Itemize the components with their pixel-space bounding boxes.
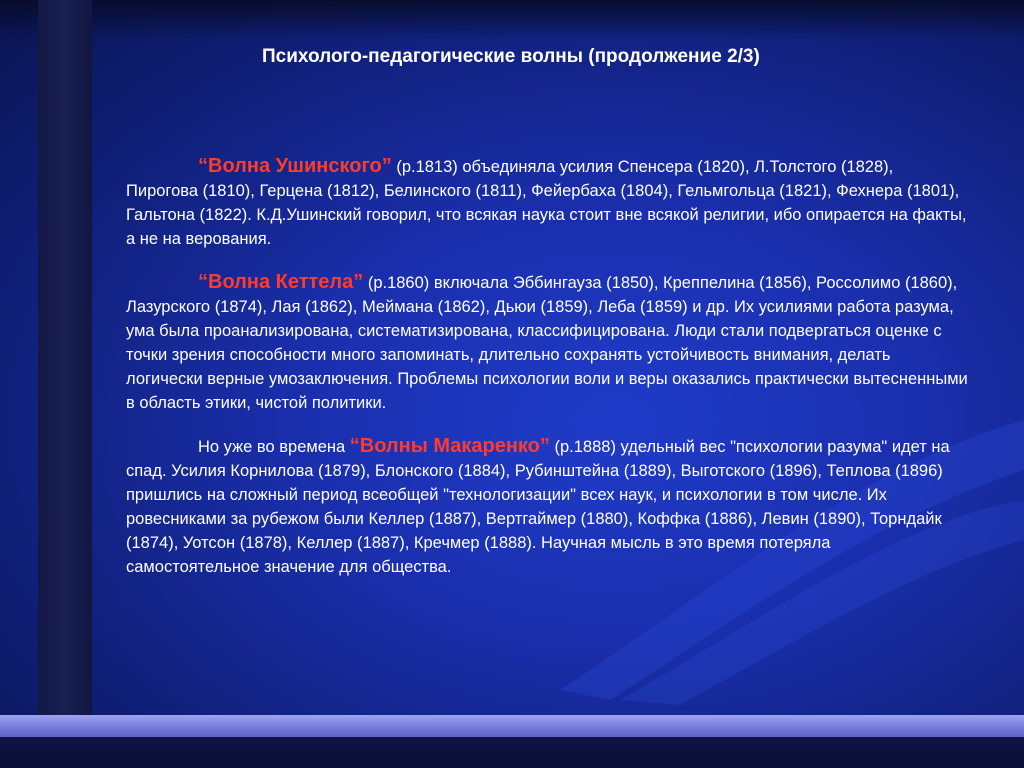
wave-name-makarenko: “Волны Макаренко” bbox=[349, 435, 550, 457]
top-shade bbox=[0, 0, 1024, 40]
slide-body bbox=[126, 154, 968, 598]
paragraph-lead: Но уже во времена bbox=[198, 438, 350, 456]
paragraph-makarenko bbox=[126, 434, 968, 579]
paragraph-text: (р.1860) включала Эббингауза (1850), Креппелина (1856), Россолимо (1860), Лазурского (1874), Лая (1862), Меймана (1862), Дьюи (1859), Леба (1859) и др. Их усилиями работа разума, ума была проанализирована, систематизирована, классифицирована. Люди стали подвергаться оценке с точки зрения способности много запоминать, длительно сохранять устойчивость внимания, делать логически верные умозаключения. Проблемы психологии воли и веры оказались практически вытесненными в область этики, чистой политики. bbox=[126, 274, 968, 412]
paragraph-kettel bbox=[126, 270, 968, 415]
bottom-accent-band bbox=[0, 715, 1024, 737]
bottom-dark-strip bbox=[0, 737, 1024, 768]
slide-title: Психолого-педагогические волны (продолжение 2/3) bbox=[262, 46, 760, 67]
wave-name-ushinsky: “Волна Ушинского” bbox=[198, 155, 392, 177]
paragraph-text: (р.1888) удельный вес "психологии разума" идет на спад. Усилия Корнилова (1879), Блонского (1884), Рубинштейна (1889), Выготского (1896), Теплова (1896) пришлись на сложный период всеобщей "технологизации" всех наук, и психологии в том числе. Их ровесниками за рубежом были Келлер (1887), Вертгаймер (1880), Коффка (1886), Левин (1890), Торндайк (1874), Уотсон (1878), Келлер (1887), Кречмер (1888). Научная мысль в это время потеряла самостоятельное значение для общества. bbox=[126, 438, 950, 576]
paragraph-ushinsky bbox=[126, 154, 968, 251]
wave-name-kettel: “Волна Кеттела” bbox=[198, 271, 364, 293]
left-vertical-bar bbox=[38, 0, 92, 768]
paragraph-text: (р.1813) объединяла усилия Спенсера (1820), Л.Толстого (1828), Пирогова (1810), Герцена (1812), Белинского (1811), Фейербаха (1804), Гельмгольца (1821), Фехнера (1801), Гальтона (1822). К.Д.Ушинский говорил, что всякая наука стоит вне всякой религии, ибо опирается на факты, а не на верования. bbox=[126, 158, 967, 248]
